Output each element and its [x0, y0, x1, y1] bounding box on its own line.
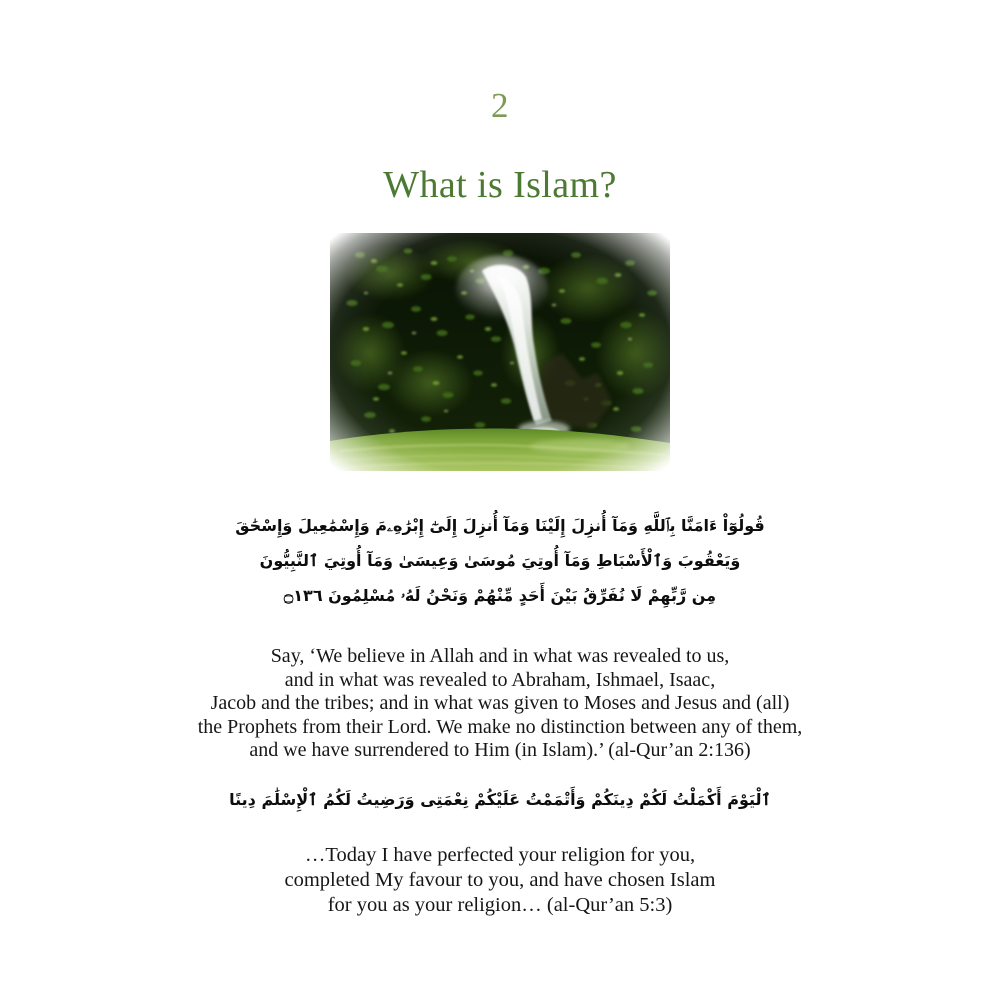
translation-line: for you as your religion… (al-Qur’an 5:3) — [327, 894, 673, 916]
translation-line: completed My favour to you, and have chosen Islam — [284, 869, 716, 891]
translation-line: the Prophets from their Lord. We make no distinction between any of them, — [197, 715, 803, 738]
arabic-verse-5-3 — [0, 782, 1000, 817]
chapter-photo — [330, 233, 670, 471]
translation-5-3 — [0, 843, 1000, 918]
translation-line: and we have surrendered to Him (in Islam).’ (al-Qur’an 2:136) — [249, 739, 751, 761]
arabic-line: مِن رَّبِّهِمْ لَا نُفَرِّقُ بَيْنَ أَحَدٍ مِّنْهُمْ وَنَحْنُ لَهُۥ مُسْلِمُونَ ۝١٣٦ — [283, 586, 717, 605]
translation-line: and in what was revealed to Abraham, Ishmael, Isaac, — [284, 668, 716, 691]
arabic-line: قُولُوٓاْ ءَامَنَّا بِٱللَّهِ وَمَآ أُنزِلَ إِلَيْنَا وَمَآ أُنزِلَ إِلَىٰٓ إِبْرَٰهِۦمَ وَإِسْمَٰعِيلَ وَإِسْحَٰقَ — [235, 516, 765, 535]
chapter-title: What is Islam? — [383, 164, 617, 206]
waterfall-photo-image — [330, 233, 670, 471]
arabic-verse-2-136 — [0, 508, 1000, 613]
translation-line: Say, ‘We believe in Allah and in what was revealed to us, — [270, 645, 730, 667]
translation-2-136 — [0, 645, 1000, 763]
translation-line: …Today I have perfected your religion for you, — [304, 844, 696, 866]
arabic-line: ٱلْيَوْمَ أَكْمَلْتُ لَكُمْ دِينَكُمْ وَأَتْمَمْتُ عَلَيْكُمْ نِعْمَتِى وَرَضِيتُ لَكُمُ ٱلْإِسْلَٰمَ دِينًا — [229, 790, 771, 809]
arabic-line: وَيَعْقُوبَ وَٱلْأَسْبَاطِ وَمَآ أُوتِيَ مُوسَىٰ وَعِيسَىٰ وَمَآ أُوتِيَ ٱلنَّبِيُّونَ — [259, 551, 741, 570]
translation-line: Jacob and the tribes; and in what was given to Moses and Jesus and (all) — [210, 692, 790, 714]
waterfall-illustration — [330, 233, 670, 471]
chapter-number: 2 — [491, 86, 509, 125]
